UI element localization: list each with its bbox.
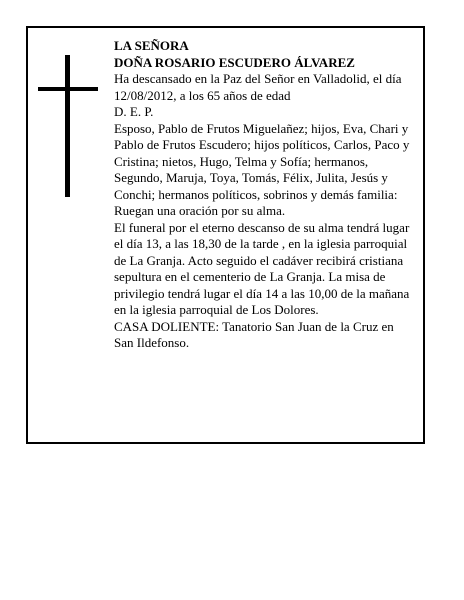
family-list: Esposo, Pablo de Frutos Miguelañez; hijos, Eva, Chari y Pablo de Frutos Escudero; hijos políticos, Carlos, Paco y Cristina; nietos, Hugo, Telma y Sofía; hermanos, Segundo, Maruja, Toya, Tomás, Félix, Julita, Jesús y Conchi; hermanos políticos, sobrinos y demás familia: [114,120,410,202]
cross-horizontal-bar [38,87,98,91]
mourning-house: CASA DOLIENTE: Tanatorio San Juan de la Cruz en San Ildefonso. [114,318,394,350]
heading-title: LA SEÑORA [114,38,189,53]
cross-icon [38,55,98,197]
cross-vertical-bar [65,55,70,197]
dep-line: D. E. P. [114,104,154,119]
prayer-request: Ruegan una oración por su alma. [114,203,286,218]
death-statement: Ha descansado en la Paz del Señor en Valladolid, el día 12/08/2012, a los 65 años de edad [114,71,402,103]
deceased-name: DOÑA ROSARIO ESCUDERO ÁLVAREZ [114,54,355,70]
obituary-text [114,38,414,352]
funeral-details: El funeral por el eterno descanso de su alma tendrá lugar el día 13, a las 18,30 de la tarde , en la iglesia parroquial de La Granja. Acto seguido el cadáver recibirá cristiana sepultura en el cementerio de La Granja. La misa de privilegio tendrá lugar el día 14 a las 10,00 de la mañana en la iglesia parroquial de Los Dolores. [114,219,410,317]
